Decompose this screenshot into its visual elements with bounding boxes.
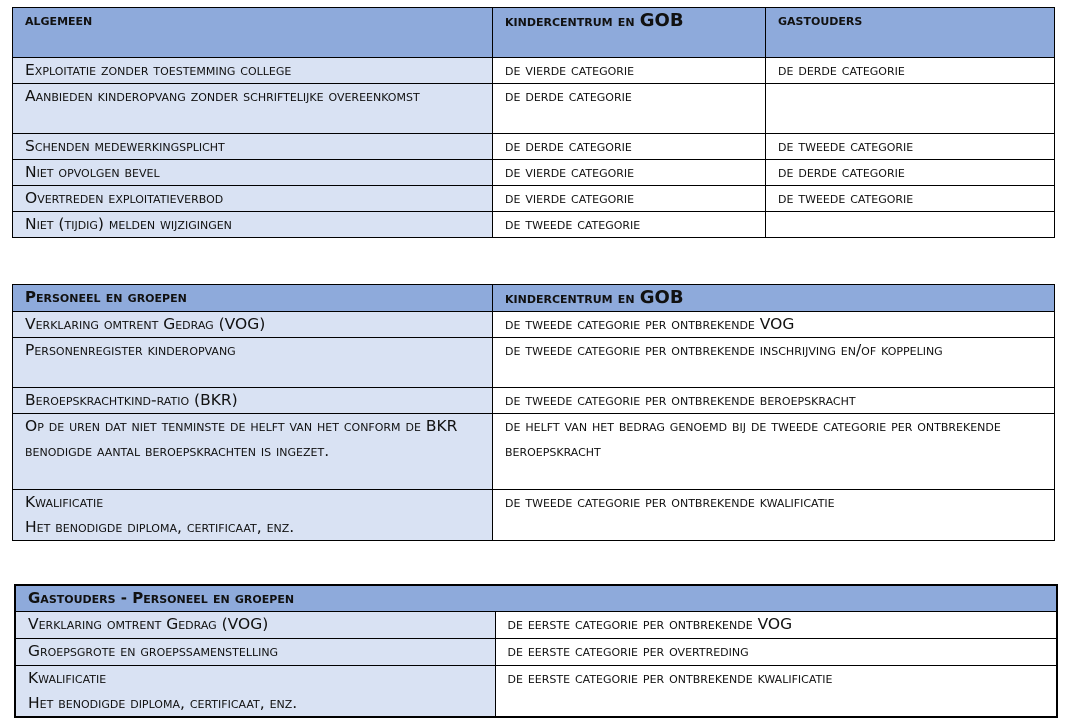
row-label: Groepsgrote en groepssamenstelling — [15, 639, 495, 666]
table-algemeen — [12, 7, 1055, 238]
table-header-row — [13, 285, 1055, 312]
table-row — [13, 84, 1055, 134]
cell — [766, 212, 1055, 238]
cell: de tweede categorie per ontbrekende VOG — [493, 312, 1055, 338]
row-label: Aanbieden kinderopvang zonder schriftelijke overeenkomst — [13, 84, 493, 134]
cell: de derde categorie — [766, 160, 1055, 186]
row-label: Beroepskrachtkind-ratio (BKR) — [13, 388, 493, 414]
table-gastouders — [14, 584, 1058, 718]
cell: de tweede categorie per ontbrekende inschrijving en/of koppeling — [493, 338, 1055, 388]
cell: de derde categorie — [493, 84, 766, 134]
table-personeel — [12, 284, 1055, 541]
table-row — [13, 312, 1055, 338]
header-personeel: Personeel en groepen — [13, 285, 493, 312]
table-row — [13, 58, 1055, 84]
table-header-row — [13, 8, 1055, 58]
table-row — [15, 612, 1057, 639]
row-label-title: Kwalificatie — [25, 493, 104, 511]
cell: de derde categorie — [766, 58, 1055, 84]
header-gob: GOB — [639, 287, 684, 308]
table-row — [15, 639, 1057, 666]
header-kindercentrum — [493, 285, 1055, 312]
header-kindercentrum — [493, 8, 766, 58]
cell: de vierde categorie — [493, 58, 766, 84]
cell: de tweede categorie per ontbrekende beroepskracht — [493, 388, 1055, 414]
row-label-sub: Het benodigde diploma, certificaat, enz. — [28, 694, 298, 712]
row-label: Niet (tijdig) melden wijzigingen — [13, 212, 493, 238]
row-label: Niet opvolgen bevel — [13, 160, 493, 186]
row-label: Exploitatie zonder toestemming college — [13, 58, 493, 84]
table-row — [13, 134, 1055, 160]
table-row — [13, 212, 1055, 238]
table-row — [15, 666, 1057, 718]
table-row — [13, 186, 1055, 212]
table-row — [13, 414, 1055, 490]
table-row — [13, 490, 1055, 541]
row-label — [13, 490, 493, 541]
row-label: Personenregister kinderopvang — [13, 338, 493, 388]
row-label: Verklaring omtrent Gedrag (VOG) — [15, 612, 495, 639]
cell: de eerste categorie per ontbrekende VOG — [495, 612, 1057, 639]
cell: de tweede categorie — [766, 186, 1055, 212]
cell: de tweede categorie — [493, 212, 766, 238]
cell: de eerste categorie per overtreding — [495, 639, 1057, 666]
cell: de vierde categorie — [493, 160, 766, 186]
table-row — [13, 388, 1055, 414]
table-header-row — [15, 585, 1057, 612]
cell: de vierde categorie — [493, 186, 766, 212]
row-label: Overtreden exploitatieverbod — [13, 186, 493, 212]
header-gastouders: gastouders — [766, 8, 1055, 58]
row-label — [15, 666, 495, 718]
table-row — [13, 338, 1055, 388]
header-text: kindercentrum en — [505, 12, 640, 30]
cell — [766, 84, 1055, 134]
table-row — [13, 160, 1055, 186]
cell: de eerste categorie per ontbrekende kwalificatie — [495, 666, 1057, 718]
cell: de derde categorie — [493, 134, 766, 160]
row-label-sub: Het benodigde diploma, certificaat, enz. — [25, 518, 295, 536]
cell: de tweede categorie per ontbrekende kwalificatie — [493, 490, 1055, 541]
cell: de helft van het bedrag genoemd bij de tweede categorie per ontbrekende beroepskracht — [493, 414, 1055, 490]
row-label: Op de uren dat niet tenminste de helft van het conform de BKR benodigde aantal beroepskrachten is ingezet. — [13, 414, 493, 490]
header-text: kindercentrum en — [505, 289, 640, 307]
cell: de tweede categorie — [766, 134, 1055, 160]
header-gob: GOB — [639, 10, 684, 31]
header-gastouders-personeel: Gastouders - Personeel en groepen — [15, 585, 1057, 612]
row-label: Verklaring omtrent Gedrag (VOG) — [13, 312, 493, 338]
row-label: Schenden medewerkingsplicht — [13, 134, 493, 160]
row-label-title: Kwalificatie — [28, 669, 107, 687]
header-algemeen: algemeen — [13, 8, 493, 58]
